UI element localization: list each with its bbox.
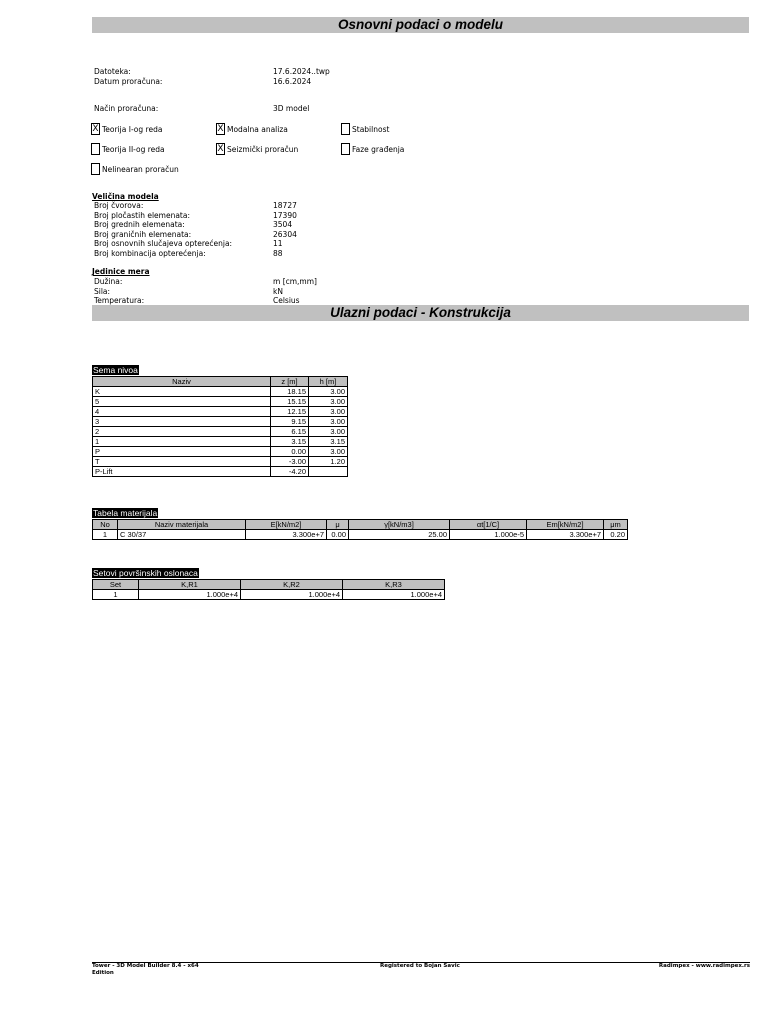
calc-method-value: 3D model xyxy=(273,104,310,113)
level-z: 12.15 xyxy=(271,407,309,417)
load-cases-label: Broj osnovnih slučajeva opterećenja: xyxy=(94,239,233,248)
table-row xyxy=(93,447,348,457)
plate-elements-value: 17390 xyxy=(273,210,297,220)
level-z: 18.15 xyxy=(271,387,309,397)
option-stability[interactable] xyxy=(341,123,389,135)
checkbox-icon[interactable] xyxy=(91,163,100,175)
column-header-mu: μ xyxy=(327,520,349,530)
material-mu: 0.00 xyxy=(327,530,349,540)
option-label: Nelinearan proračun xyxy=(102,164,179,174)
materials-table-caption: Tabela materijala xyxy=(93,508,158,518)
material-gamma: 25.00 xyxy=(349,530,450,540)
level-h: 3.00 xyxy=(309,387,348,397)
table-row xyxy=(93,467,348,477)
footer-software-edition: Edition xyxy=(92,970,114,976)
table-row xyxy=(93,387,348,397)
nodes-value: 18727 xyxy=(273,201,297,210)
calc-date-value: 16.6.2024 xyxy=(273,77,312,86)
boundary-elements-value: 26304 xyxy=(273,229,297,239)
supports-table-caption: Setovi površinskih oslonaca xyxy=(93,568,198,578)
checkbox-icon[interactable] xyxy=(91,143,100,155)
table-header-row xyxy=(93,377,348,387)
level-h: 1.20 xyxy=(309,457,348,467)
level-name: T xyxy=(93,457,271,467)
checkbox-icon[interactable] xyxy=(341,143,350,155)
option-label: Teorija II-og reda xyxy=(102,144,165,154)
support-kr1: 1.000e+4 xyxy=(139,590,241,600)
level-name: 5 xyxy=(93,397,271,407)
level-name: K xyxy=(93,387,271,397)
table-row xyxy=(93,397,348,407)
column-header-kr2: K,R2 xyxy=(241,580,343,590)
force-unit-value: kN xyxy=(273,286,283,296)
level-name: 4 xyxy=(93,407,271,417)
column-header-material-name: Naziv materijala xyxy=(118,520,246,530)
load-cases-value: 11 xyxy=(273,239,283,248)
length-unit-label: Dužina: xyxy=(94,277,123,286)
footer-vendor: Radimpex - www.radimpex.rs xyxy=(658,963,750,969)
table-row xyxy=(93,590,445,600)
column-header-e: E[kN/m2] xyxy=(246,520,327,530)
table-row xyxy=(93,437,348,447)
level-h: 3.00 xyxy=(309,427,348,437)
checkbox-icon[interactable]: X xyxy=(217,124,224,134)
material-e: 3.300e+7 xyxy=(246,530,327,540)
material-mu-m: 0.20 xyxy=(604,530,628,540)
level-h xyxy=(309,467,348,477)
beam-elements-value: 3504 xyxy=(273,220,293,229)
level-z: 3.15 xyxy=(271,437,309,447)
level-h: 3.15 xyxy=(309,437,348,447)
footer-registration: Registered to Bojan Savic xyxy=(380,963,460,969)
temperature-unit-value: Celsius xyxy=(273,296,300,305)
option-label: Modalna analiza xyxy=(227,124,288,134)
level-h: 3.00 xyxy=(309,447,348,457)
option-label: Teorija I-og reda xyxy=(102,124,163,134)
levels-table xyxy=(92,376,348,477)
level-z: 9.15 xyxy=(271,417,309,427)
table-header-row xyxy=(93,580,445,590)
calc-method-label: Način proračuna: xyxy=(94,104,159,113)
level-h: 3.00 xyxy=(309,407,348,417)
load-combinations-value: 88 xyxy=(273,248,283,258)
column-header-kr3: K,R3 xyxy=(343,580,445,590)
option-label: Stabilnost xyxy=(352,124,390,134)
table-row xyxy=(93,427,348,437)
material-alpha-t: 1.000e-5 xyxy=(450,530,527,540)
material-em: 3.300e+7 xyxy=(527,530,604,540)
column-header-no: No xyxy=(93,520,118,530)
section-title-basic-data: Osnovni podaci o modelu xyxy=(92,17,749,33)
column-header-em: Em[kN/m2] xyxy=(527,520,604,530)
option-modal-analysis[interactable] xyxy=(216,123,288,135)
level-h: 3.00 xyxy=(309,417,348,427)
column-header-name: Naziv xyxy=(93,377,271,387)
beam-elements-label: Broj grednih elemenata: xyxy=(94,220,185,229)
column-header-h: h [m] xyxy=(309,377,348,387)
level-name: 1 xyxy=(93,437,271,447)
level-name: 3 xyxy=(93,417,271,427)
column-header-alpha-t: αt[1/C] xyxy=(450,520,527,530)
checkbox-icon[interactable]: X xyxy=(217,144,224,154)
units-heading: Jedinice mera xyxy=(92,267,150,276)
support-kr2: 1.000e+4 xyxy=(241,590,343,600)
table-row xyxy=(93,530,628,540)
level-z: 0.00 xyxy=(271,447,309,457)
file-label: Datoteka: xyxy=(94,67,131,76)
column-header-set: Set xyxy=(93,580,139,590)
table-row xyxy=(93,457,348,467)
length-unit-value: m [cm,mm] xyxy=(273,277,317,286)
level-name: P-Lift xyxy=(93,467,271,477)
force-unit-label: Sila: xyxy=(94,286,111,296)
checkbox-icon[interactable]: X xyxy=(92,124,99,134)
column-header-kr1: K,R1 xyxy=(139,580,241,590)
support-set: 1 xyxy=(93,590,139,600)
option-nonlinear-calculation[interactable] xyxy=(91,163,179,175)
material-no: 1 xyxy=(93,530,118,540)
level-z: 15.15 xyxy=(271,397,309,407)
nodes-label: Broj čvorova: xyxy=(94,201,144,210)
boundary-elements-label: Broj graničnih elemenata: xyxy=(94,229,192,239)
table-header-row xyxy=(93,520,628,530)
support-kr3: 1.000e+4 xyxy=(343,590,445,600)
table-row xyxy=(93,407,348,417)
level-z: -4.20 xyxy=(271,467,309,477)
level-h: 3.00 xyxy=(309,397,348,407)
column-header-gamma: γ[kN/m3] xyxy=(349,520,450,530)
level-z: -3.00 xyxy=(271,457,309,467)
temperature-unit-label: Temperatura: xyxy=(94,296,145,305)
section-title-structure-input: Ulazni podaci - Konstrukcija xyxy=(92,305,749,321)
column-header-mu-m: μm xyxy=(604,520,628,530)
level-name: P xyxy=(93,447,271,457)
option-construction-phases[interactable] xyxy=(341,143,404,155)
option-second-order-theory[interactable] xyxy=(91,143,165,155)
footer-software-name: Tower - 3D Model Builder 8.4 - x64 xyxy=(92,963,199,969)
supports-table xyxy=(92,579,445,600)
level-z: 6.15 xyxy=(271,427,309,437)
levels-table-caption: Sema nivoa xyxy=(93,365,138,375)
option-label: Faze građenja xyxy=(352,144,405,154)
model-size-heading: Veličina modela xyxy=(92,192,159,201)
level-name: 2 xyxy=(93,427,271,437)
table-row xyxy=(93,417,348,427)
load-combinations-label: Broj kombinacija opterećenja: xyxy=(94,248,206,258)
option-seismic-calculation[interactable] xyxy=(216,143,298,155)
material-name: C 30/37 xyxy=(118,530,246,540)
plate-elements-label: Broj pločastih elemenata: xyxy=(94,210,190,220)
checkbox-icon[interactable] xyxy=(341,123,350,135)
option-label: Seizmički proračun xyxy=(227,144,299,154)
column-header-z: z [m] xyxy=(271,377,309,387)
materials-table xyxy=(92,519,628,540)
option-first-order-theory[interactable] xyxy=(91,123,162,135)
calc-date-label: Datum proračuna: xyxy=(94,77,163,86)
file-value: 17.6.2024..twp xyxy=(273,67,330,76)
